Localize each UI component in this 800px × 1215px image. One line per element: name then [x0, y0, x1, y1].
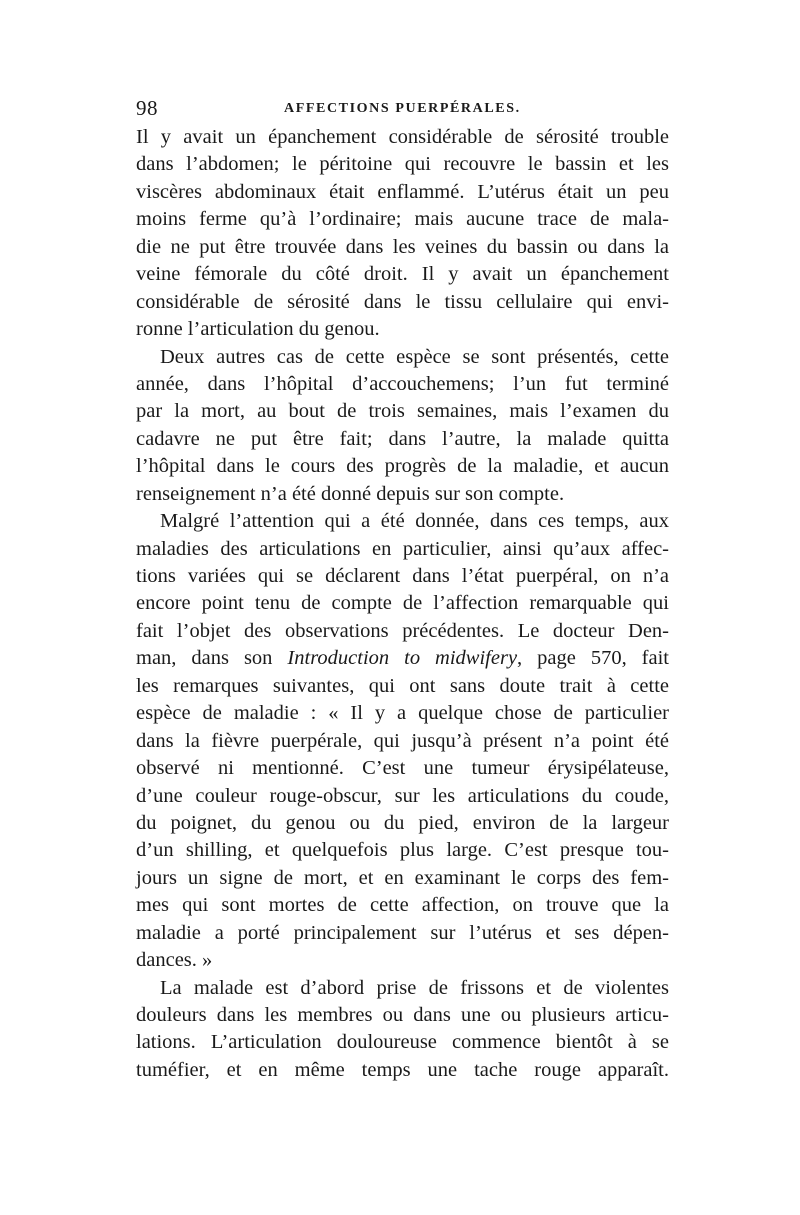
text-line: moins ferme qu’à l’ordinaire; mais aucune trace de mala-	[136, 208, 669, 231]
text-line: considérable de sérosité dans le tissu cellulaire qui envi-	[136, 290, 669, 313]
text-line: jours un signe de mort, et en examinant le corps des fem-	[136, 866, 669, 889]
text-line: maladie a porté principalement sur l’utérus et ses dépen-	[136, 921, 669, 944]
text-line: cadavre ne put être fait; dans l’autre, la malade quitta	[136, 427, 669, 450]
text-line: ronne l’articulation du genou.	[136, 318, 380, 341]
text-line: d’un shilling, et quelquefois plus large. C’est presque tou-	[136, 839, 669, 862]
paragraph-start-line: Deux autres cas de cette espèce se sont présentés, cette	[160, 345, 669, 368]
paragraph-start-line: Malgré l’attention qui a été donnée, dans ces temps, aux	[160, 510, 669, 533]
text-line: encore point tenu de compte de l’affection remarquable qui	[136, 592, 669, 615]
running-title: AFFECTIONS PUERPÉRALES.	[284, 101, 521, 116]
text-line: les remarques suivantes, qui ont sans doute trait à cette	[136, 674, 669, 697]
body-text	[136, 124, 669, 1084]
text-fragment: man, dans son	[136, 647, 288, 670]
text-line: espèce de maladie : « Il y a quelque chose de particulier	[136, 702, 669, 725]
text-line: mes qui sont mortes de cette affection, on trouve que la	[136, 894, 669, 917]
text-line: maladies des articulations en particulier, ainsi qu’aux affec-	[136, 537, 669, 560]
text-line: du poignet, du genou ou du pied, environ de la largeur	[136, 811, 669, 834]
text-line: dans la fièvre puerpérale, qui jusqu’à présent n’a point été	[136, 729, 669, 752]
book-title: Introduction to midwifery	[287, 647, 518, 670]
text-line: renseignement n’a été donné depuis sur son compte.	[136, 482, 565, 505]
text-line: douleurs dans les membres ou dans une ou plusieurs articu-	[136, 1004, 669, 1026]
text-line: d’une couleur rouge-obscur, sur les articulations du coude,	[136, 784, 669, 807]
text-line: l’hôpital dans le cours des progrès de la maladie, et aucun	[136, 455, 669, 478]
paragraph-start-line: La malade est d’abord prise de frissons et de violentes	[160, 976, 669, 999]
text-line-with-title	[136, 645, 669, 672]
text-fragment: , page 570, fait	[517, 647, 669, 670]
text-line: die ne put être trouvée dans les veines du bassin ou dans la	[136, 235, 669, 258]
text-line: lations. L’articulation douloureuse commence bientôt à se	[136, 1031, 669, 1054]
text-line: veine fémorale du côté droit. Il y avait un épanchement	[136, 263, 669, 286]
text-line: par la mort, au bout de trois semaines, mais l’examen du	[136, 400, 669, 423]
text-line: dances. »	[136, 949, 213, 972]
text-line: observé ni mentionné. C’est une tumeur érysipélateuse,	[136, 757, 669, 780]
text-line: fait l’objet des observations précédentes. Le docteur Den-	[136, 619, 669, 642]
text-line: viscères abdominaux était enflammé. L’utérus était un peu	[136, 180, 669, 203]
page-number: 98	[136, 96, 158, 120]
text-line: tuméfier, et en même temps une tache rouge apparaît.	[136, 1058, 669, 1081]
text-line: tions variées qui se déclarent dans l’état puerpéral, on n’a	[136, 565, 669, 587]
text-line: année, dans l’hôpital d’accouchemens; l’un fut terminé	[136, 372, 669, 395]
running-head	[136, 96, 676, 122]
text-line: Il y avait un épanchement considérable de sérosité trouble	[136, 126, 669, 148]
text-line: dans l’abdomen; le péritoine qui recouvre le bassin et les	[136, 153, 669, 176]
